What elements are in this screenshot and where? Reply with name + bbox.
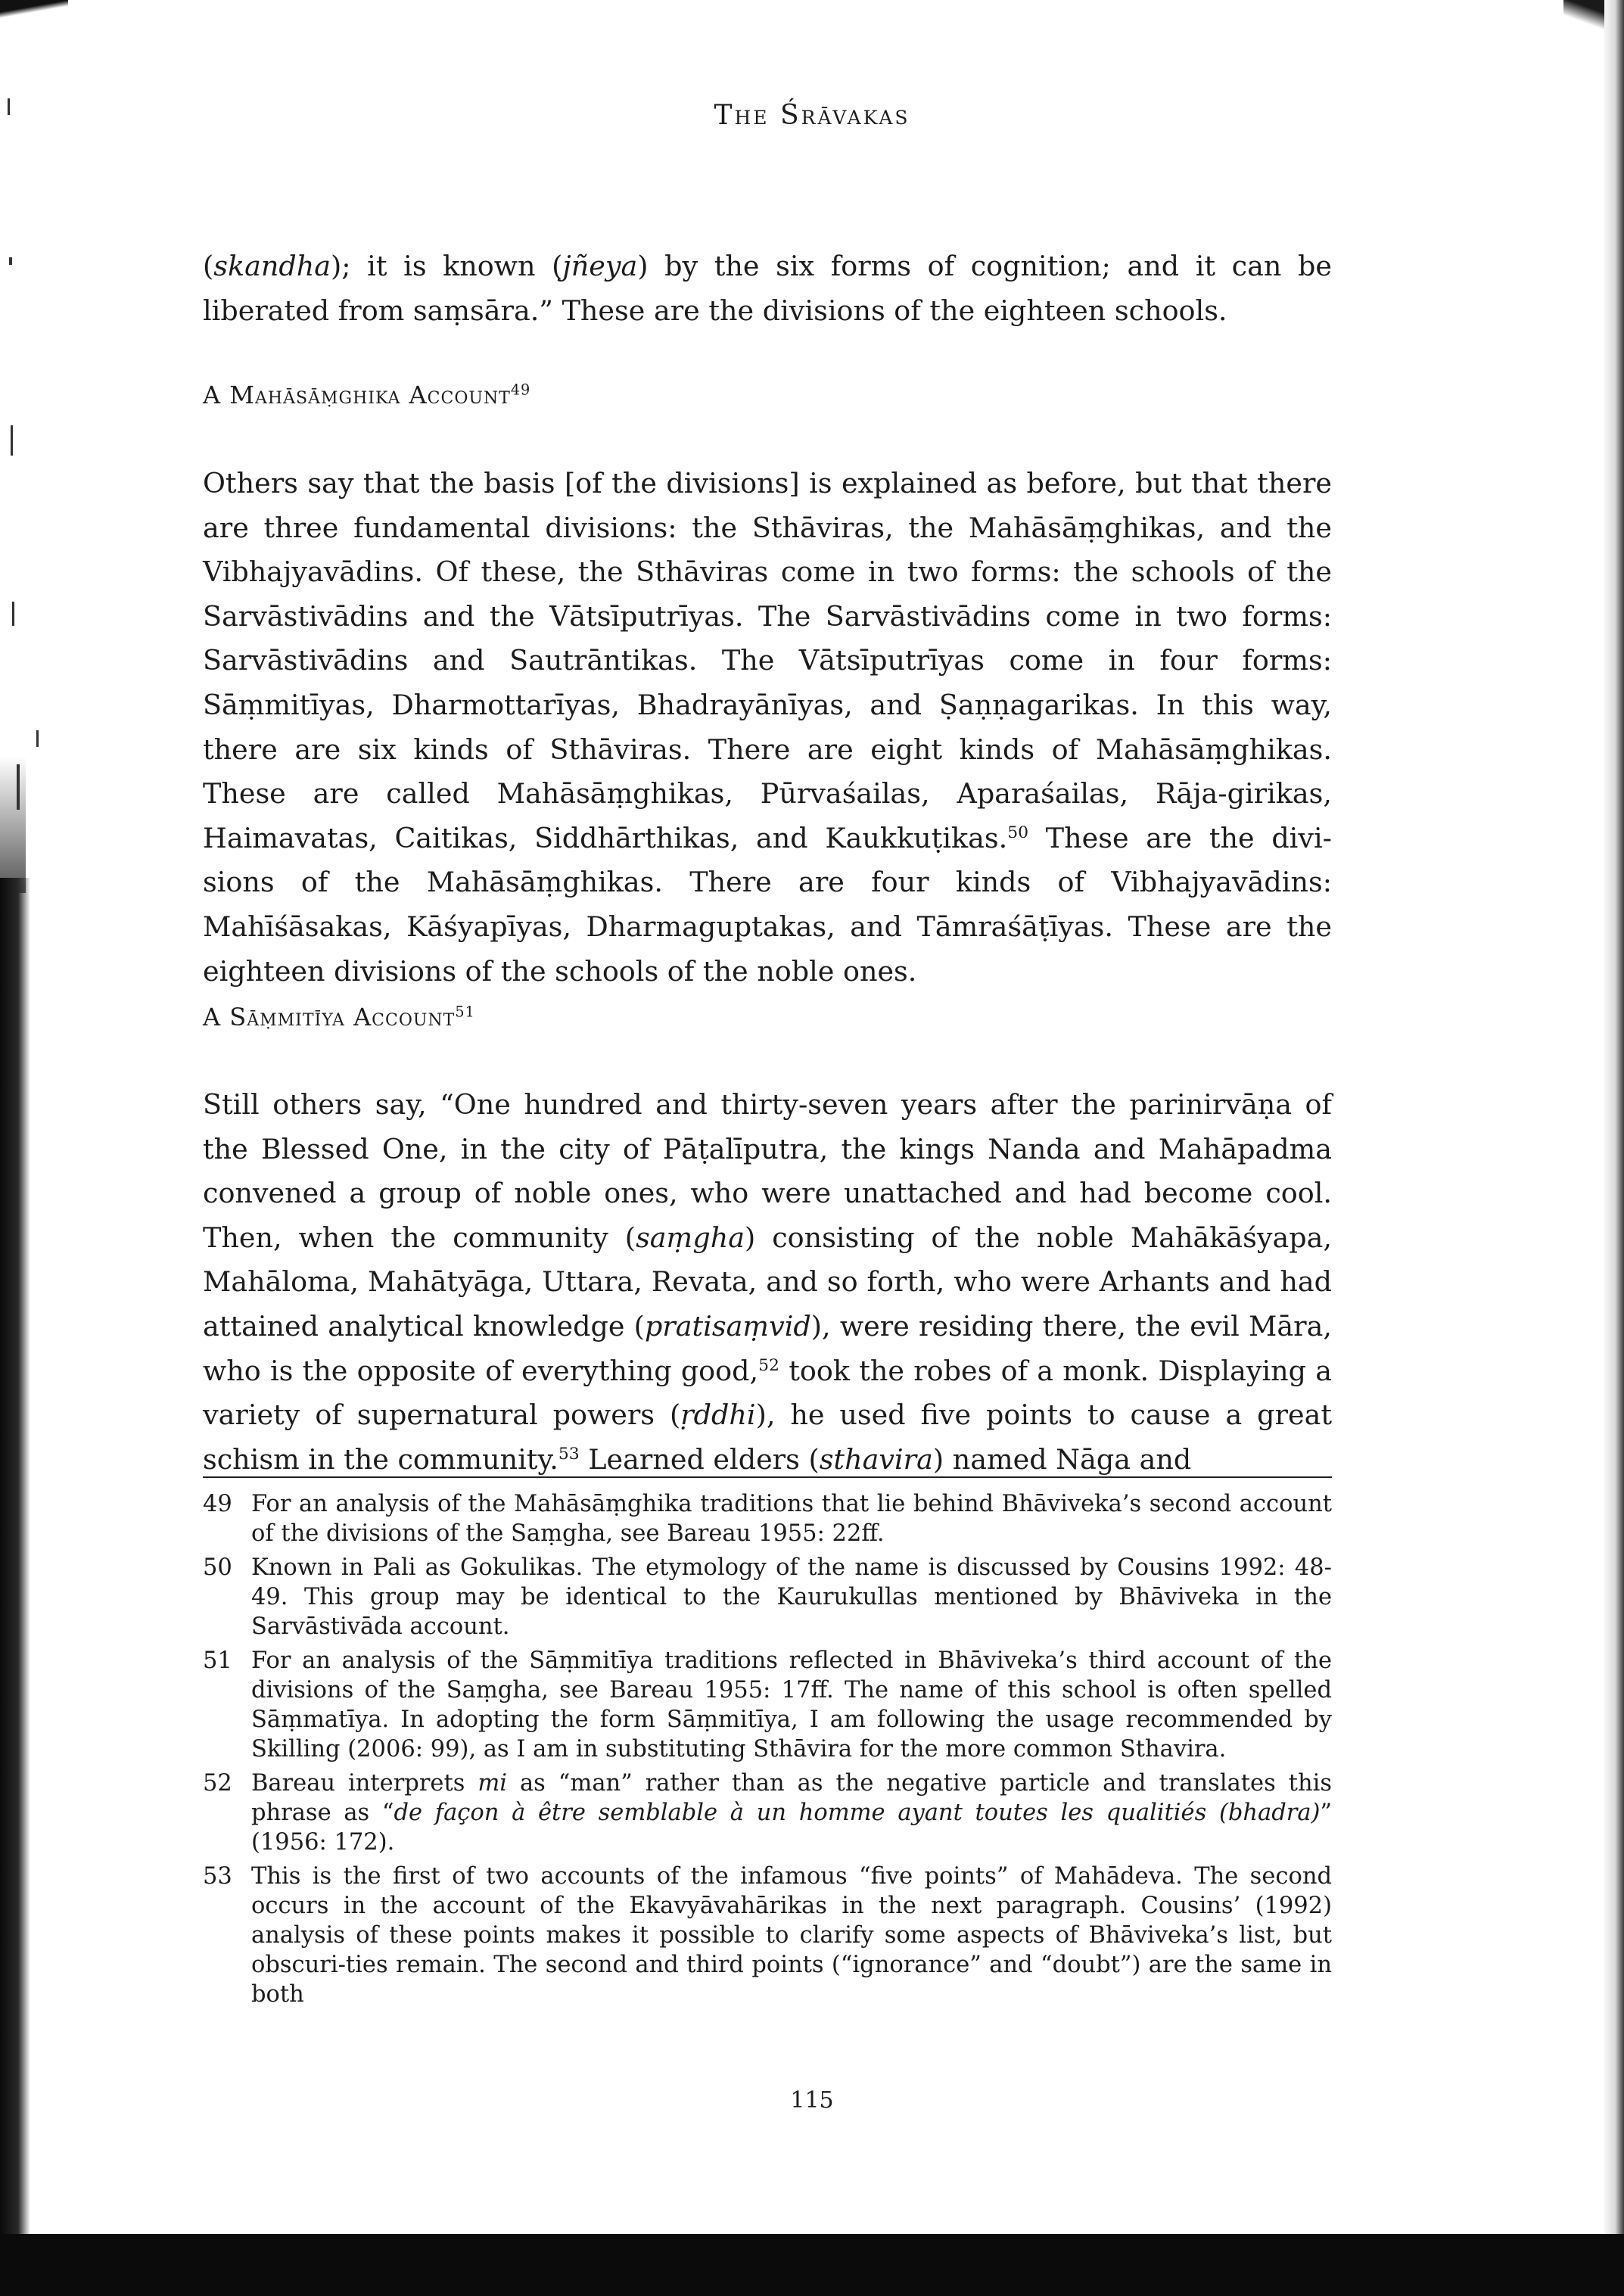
footnote-number: 49 (203, 1491, 232, 1517)
footnote-49 (203, 1489, 1332, 1548)
paragraph-mahasamghika-account (203, 462, 1332, 994)
text-run: as “man” rather than as the negative particle and translates this phrase as “ (251, 1770, 1332, 1826)
text-run: ) named Nāga and (932, 1442, 1192, 1476)
text-run: Still others say, “One hundred and thirty-seven years after the parinirvāṇa of the Blessed One, in the city of Pāṭalīputra, the kings Nanda and Mahāpadma convened a group of noble ones, who were unattached and had become cool. Then, when the community ( (203, 1088, 1332, 1254)
section-heading-mahasamghika (203, 381, 530, 409)
term-italic: saṃgha (636, 1221, 745, 1254)
footnote-divider (203, 1476, 1332, 1478)
scan-speck (17, 764, 20, 810)
text-run: ) by the six forms of cognition; and it can be liberated from saṃsāra.” These are the divisions of the eighteen schools. (203, 250, 1332, 327)
text-run: took the robes of a monk. Displaying a variety of supernatural powers ( (203, 1354, 1333, 1432)
footnote-ref: 53 (558, 1444, 580, 1464)
heading-text: A Mahāsāṃghika Account (203, 381, 511, 409)
footnote-text: For an analysis of the Sāṃmitīya traditions reflected in Bhāviveka’s third account of the divisions of the Saṃgha, see Bareau 1955: 17ff. The name of this school is often spelled Sāṃmatīya. In adopting the form Sāṃmitīya, I am following the usage recommended by Skilling (2006: 99), as I am in substituting Sthāvira for the more common Sthavira. (251, 1647, 1332, 1762)
text-run: ), were residing there, the evil Māra, who is the opposite of everything good, (203, 1309, 1332, 1387)
footnote-50 (203, 1553, 1332, 1641)
text-run: Learned elders ( (579, 1442, 820, 1476)
term-italic: mi (478, 1770, 508, 1797)
scan-speck (12, 602, 14, 626)
footnote-text: For an analysis of the Mahāsāṃghika traditions that lie behind Bhāviveka’s second account of the divisions of the Saṃgha, see Bareau 1955: 22ff. (251, 1491, 1332, 1547)
term-italic: pratisaṃvid (644, 1309, 811, 1342)
section-heading-sammitiya (203, 1003, 475, 1031)
text-run: ); it is known ( (331, 250, 563, 282)
footnote-ref: 49 (510, 381, 531, 399)
term-italic: jñeya (562, 250, 638, 282)
footnote-text (251, 1769, 1332, 1857)
footnote-text: This is the first of two accounts of the infamous “five points” of Mahādeva. The second occurs in the account of the Ekavyāvahārikas in the next paragraph. Cousins’ (1992) analysis of these points makes it possible to clarify some aspects of Bhāviveka’s list, but obscuri-ties remain. The second and third points (“ignorance” and “doubt”) are the same in both (251, 1863, 1332, 2008)
text-run: ), he used five points to cause a great schism in the community. (203, 1398, 1333, 1476)
scan-spine-fade (0, 757, 26, 893)
term-italic: ṛddhi (680, 1398, 756, 1432)
scan-speck (9, 257, 12, 265)
footnote-number: 50 (203, 1554, 232, 1581)
footnote-number: 51 (203, 1647, 232, 1674)
heading-text: A Sāṃmitīya Account (203, 1003, 456, 1031)
footnote-52 (203, 1769, 1332, 1857)
paragraph-continuation: (skandha); it is known (jñeya) by the six forms of cognition; and it can be liberated from saṃsāra.” These are the divisions of the eighteen schools. (203, 250, 1332, 327)
footnotes (203, 1489, 1332, 2014)
text-run: These are the divi-sions of the Mahāsāṃghikas. There are four kinds of Vibhajyavādins: Mahīśāsakas, Kāśyapīyas, Dharmaguptakas, and Tāmraśāṭīyas. These are the eighteen divisions of the schools of the noble ones. (203, 821, 1332, 988)
paragraph-sammitiya-account (203, 1083, 1332, 1482)
scan-edge-top-left (0, 0, 68, 18)
footnote-53 (203, 1862, 1332, 2009)
footnote-text: Known in Pali as Gokulikas. The etymology of the name is discussed by Cousins 1992: 48-49. This group may be identical to the Kaurukullas mentioned by Bhāviveka in the Sarvāstivāda account. (251, 1554, 1332, 1640)
footnote-number: 53 (203, 1863, 232, 1890)
text-run: ” (1956: 172). (251, 1800, 1332, 1856)
term-italic: sthavira (819, 1442, 933, 1476)
quote-italic: de façon à être semblable à un homme ayant toutes les qualitiés (bhadra) (394, 1800, 1321, 1826)
text-run: Others say that the basis [of the divisions] is explained as before, but that there are three fundamental divisions: the Sthāviras, the Mahāsāṃghikas, and the Vibhajyavādins. Of these, the Sthāviras come in two forms: the schools of the Sarvāstivādins and the Vātsīputrīyas. The Sarvāstivādins come in two forms: Sarvāstivādins and Sautrāntikas. The Vātsīputrīyas come in four forms: Sāṃmitīyas, Dharmottarīyas, Bhadrayānīyas, and Ṣaṇṇagarikas. In this way, there are six kinds of Sthāviras. There are eight kinds of Mahāsāṃghikas. These are called Mahāsāṃghikas, Pūrvaśailas, Aparaśailas, Rāja-girikas, Haimavatas, Caitikas, Siddhārthikas, and Kaukkuṭikas. (203, 467, 1332, 854)
footnote-ref: 52 (758, 1355, 779, 1375)
footnote-number: 52 (203, 1770, 232, 1797)
term-italic: skandha (213, 250, 331, 282)
scan-edge-right (1604, 0, 1624, 2240)
scan-edge-bottom (0, 2234, 1624, 2296)
running-head: The Śrāvakas (714, 100, 910, 131)
text-run: Bareau interprets (251, 1770, 478, 1797)
footnote-ref: 51 (455, 1003, 475, 1021)
scan-speck (36, 730, 39, 747)
text-run: ) consisting of the noble Mahākāśyapa, Mahāloma, Mahātyāga, Uttara, Revata, and so forth, who were Arhants and had attained analytical knowledge ( (203, 1221, 1333, 1342)
scan-speck (11, 425, 13, 456)
scan-spine-shadow (0, 878, 30, 2240)
footnote-ref: 50 (1007, 823, 1029, 842)
page-number: 115 (790, 2087, 834, 2114)
footnote-51 (203, 1646, 1332, 1764)
